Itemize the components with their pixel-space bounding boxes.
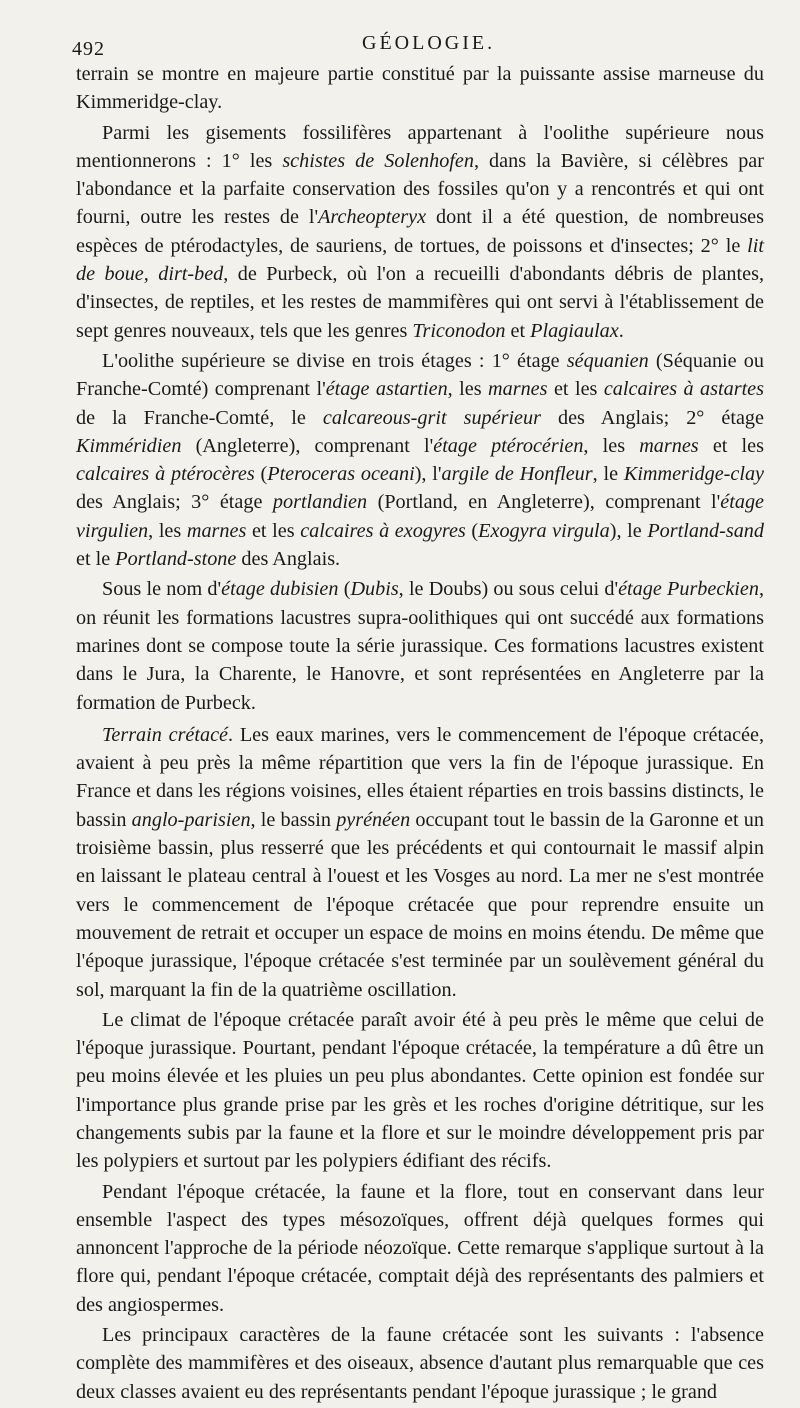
page-header (72, 32, 760, 58)
text-run: et les (246, 519, 301, 542)
text-run: Le climat de l'époque crétacée paraît avoir été à peu près le même que celui de l'époque jurassique. Pourtant, pendant l'époque crétacée, la température a dû être un peu moins élevée et les pluies un peu plus abondantes. Cette opinion est fondée sur l'importance plus grande prise par les grès et les roches d'origine détritique, sur les changements subis par la faune et la flore et sur le moindre développement pris par les polypiers et surtout par les polypiers édifiant des récifs. (76, 1008, 764, 1173)
running-title: GÉOLOGIE. (362, 32, 496, 54)
text-run: , les (447, 378, 489, 401)
italic-term: lit de boue, dirt-bed (76, 234, 764, 286)
italic-term: calcareous-grit supérieur (322, 406, 541, 429)
text-run: Pendant l'époque crétacée, la faune et la flore, tout en conservant dans leur ensemble l'aspect des types mésozoïques, offrent déjà quelques formes qui annoncent l'approche de la période néozoïque. Cette remarque s'applique surtout à la flore qui, pendant l'époque crétacée, comptait déjà des représentants des palmiers et des angiospermes. (76, 1180, 764, 1316)
text-run: . (618, 319, 624, 342)
italic-term: Portland-stone (115, 548, 237, 571)
body-text (76, 60, 764, 1408)
paragraph-fossil-deposits (76, 119, 764, 345)
text-run: terrain se montre en majeure partie constitué par la puissante assise marneuse du Kimmeridge-clay. (76, 63, 764, 114)
text-run: L'oolithe supérieure se divise en trois étages : 1° étage (102, 349, 567, 372)
italic-term: argile de Honfleur (441, 463, 593, 486)
text-run: ( (338, 578, 351, 601)
text-run: , les (148, 519, 187, 542)
text-run: , dans la Bavière, si célèbres par l'abondance et la parfaite conservation des fossiles qu'on y a rencontrés et qui ont fourni, outre les restes de l' (76, 149, 764, 229)
text-run: des Anglais. (236, 548, 341, 571)
italic-term: marnes (488, 378, 548, 401)
paragraph-climate (76, 1006, 764, 1176)
italic-term: Dubis (350, 578, 399, 601)
text-run: Les principaux caractères de la faune crétacée sont les suivants : l'absence complète des mammifères et des oiseaux, absence d'autant plus remarquable que ces deux classes avaient eu des représentants pendant l'époque jurassique ; le grand (76, 1324, 764, 1403)
italic-term: étage dubisien (221, 578, 339, 601)
italic-term: Triconodon (412, 319, 506, 342)
text-run: , on réunit les formations lacustres supra-oolithiques qui ont succédé aux formations marines dont se compose toute la série jurassique. Ces formations lacustres existent dans le Jura, la Charente, le Hanovre, et sont représentées en Angleterre par la formation de Purbeck. (76, 578, 764, 714)
text-run: et les (698, 434, 764, 457)
italic-term: calcaires à ptérocères (76, 463, 255, 486)
text-run: et le (76, 548, 116, 571)
italic-term: Portland-sand (647, 519, 764, 542)
text-run: . Les eaux marines, vers le commencement de l'époque crétacée, avaient à peu près la même répartition que vers la fin de l'époque jurassique. En France et dans les régions voisines, elles étaient réparties en trois bassins distincts, le bassin (76, 723, 764, 831)
text-run: des Anglais; 3° étage (76, 491, 273, 514)
text-run: , les (583, 434, 640, 457)
italic-term: marnes (639, 434, 699, 457)
italic-term: calcaires à astartes (603, 378, 764, 401)
paragraph-oolithe-stages (76, 347, 764, 573)
text-run: , le (592, 463, 624, 486)
paragraph-fauna-characters (76, 1321, 764, 1406)
text-run: de la Franche-Comté, le (76, 406, 323, 429)
paragraph-continuation (76, 60, 764, 117)
italic-term: portlandien (272, 491, 368, 514)
italic-term: étage astartien (325, 378, 448, 401)
text-run: (Séquanie ou Franche-Comté) comprenant l' (76, 349, 764, 401)
italic-term: Archeopteryx (318, 206, 427, 229)
paragraph-fauna-flora (76, 1178, 764, 1319)
text-run: , le Doubs) ou sous celui d' (398, 578, 619, 601)
text-run: , de Purbeck, où l'on a recueilli d'abondants débris de plantes, d'insectes, de reptiles, et les restes de mammifères qui ont servi à l'établissement de sept genres nouveaux, tels que les genres (76, 263, 764, 342)
text-run: (Portland, en Angleterre), comprenant l' (367, 491, 721, 514)
text-run: et les (547, 378, 604, 401)
italic-term: anglo-parisien (131, 808, 251, 831)
italic-term: schistes de Solenhofen (282, 149, 474, 172)
text-run: occupant tout le bassin de la Garonne et un troisième bassin, plus resserré que les précédents et qui contournait le massif alpin en laissant le plateau central à l'ouest et les Vosges au nord. La mer ne s'est montrée vers le commencement de l'époque crétacée que pour reprendre ensuite un mouvement de retrait et occuper un espace de moins en moins étendu. De même que l'époque jurassique, l'époque crétacée s'est terminée par un soulèvement général du sol, marquant la fin de la quatrième oscillation. (76, 808, 764, 1001)
text-run: , le bassin (250, 808, 337, 831)
italic-term: Exogyra virgula (478, 519, 610, 542)
italic-term: Kimméridien (76, 434, 182, 457)
text-run: Parmi les gisements fossilifères appartenant à l'oolithe supérieure nous mentionnerons : 1° les (76, 121, 764, 172)
italic-term: étage ptérocérien (433, 434, 584, 457)
italic-term: Pteroceras oceani (267, 463, 415, 486)
italic-term: étage Purbeckien (618, 578, 759, 601)
italic-term: marnes (186, 519, 247, 542)
text-run: ( (465, 519, 479, 542)
italic-term: Plagiaulax (530, 319, 619, 342)
text-run: et (505, 319, 531, 342)
italic-term: Terrain crétacé (102, 723, 229, 746)
paragraph-dubisien (76, 575, 764, 716)
text-run: dont il a été question, de nombreuses espèces de ptérodactyles, de sauriens, de tortues, de poissons et d'insectes; 2° le (76, 206, 764, 257)
italic-term: séquanien (566, 349, 649, 372)
italic-term: pyrénéen (336, 808, 411, 831)
text-run: Sous le nom d' (102, 578, 222, 601)
paragraph-terrain-cretace (76, 721, 764, 1004)
text-run: des Anglais; 2° étage (540, 406, 764, 429)
text-run: ), l' (414, 463, 442, 486)
italic-term: Kimmeridge-clay (623, 463, 765, 486)
italic-term: calcaires à exogyres (300, 519, 466, 542)
text-run: ), le (609, 519, 648, 542)
text-run: ( (254, 463, 268, 486)
text-run: (Angleterre), comprenant l' (181, 434, 434, 457)
italic-term: étage virgulien (76, 491, 764, 542)
page-number: 492 (72, 38, 105, 60)
